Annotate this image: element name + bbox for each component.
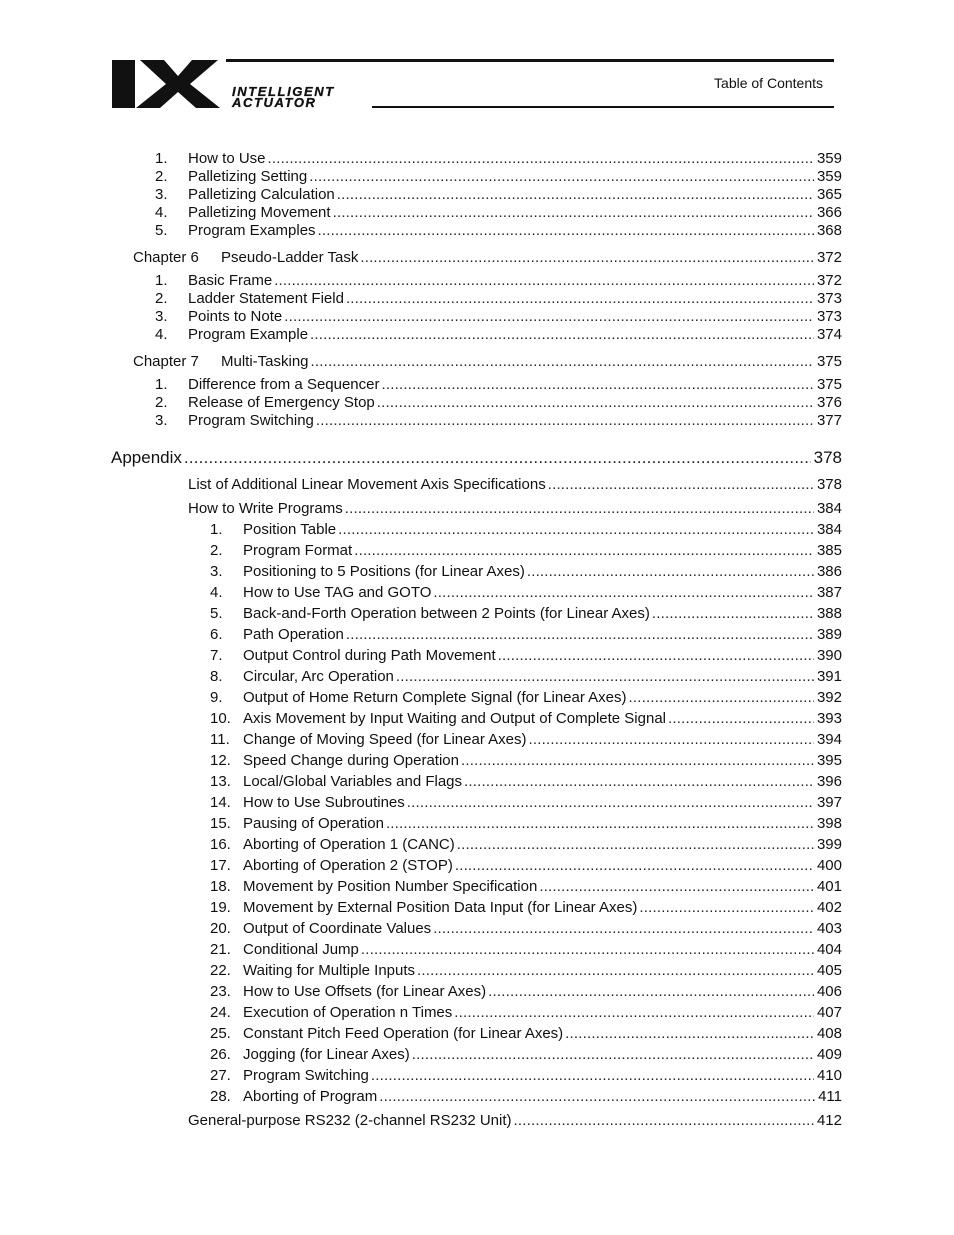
toc-entry-label: Positioning to 5 Positions (for Linear Axes): [243, 563, 525, 580]
toc-entry[interactable]: [155, 412, 842, 430]
toc-entry[interactable]: [210, 983, 842, 1001]
toc-entry-label: Output of Home Return Complete Signal (for Linear Axes): [243, 689, 627, 706]
toc-entry[interactable]: [210, 1004, 842, 1022]
toc-entry-number: 8.: [210, 668, 223, 685]
toc-entry-number: 24.: [210, 1004, 231, 1021]
toc-entry-label: Jogging (for Linear Axes): [243, 1046, 410, 1063]
toc-entry[interactable]: [210, 752, 842, 770]
toc-entry[interactable]: [210, 542, 842, 560]
dot-leader: [539, 878, 814, 896]
toc-entry-label: Appendix: [111, 448, 182, 467]
toc-entry-number: 16.: [210, 836, 231, 853]
toc-entry-page: 393: [816, 710, 842, 727]
toc-entry[interactable]: [210, 962, 842, 980]
toc-entry-page: 405: [816, 962, 842, 979]
toc-entry-number: 1.: [210, 521, 223, 538]
toc-entry-page: 399: [816, 836, 842, 853]
toc-entry[interactable]: [210, 941, 842, 959]
dot-leader: [629, 689, 814, 707]
toc-entry-number: Chapter 7: [133, 353, 199, 370]
page-header: [0, 0, 954, 120]
dot-leader: [318, 222, 814, 240]
toc-entry-page: 378: [813, 448, 842, 467]
header-rule-bottom: [372, 106, 834, 108]
toc-entry[interactable]: [210, 731, 842, 749]
toc-entry-number: 28.: [210, 1088, 231, 1105]
dot-leader: [461, 752, 814, 770]
toc-entry-number: 20.: [210, 920, 231, 937]
toc-entry-number: 12.: [210, 752, 231, 769]
toc-entry-number: 10.: [210, 710, 231, 727]
toc-entry-page: 391: [816, 668, 842, 685]
toc-entry-label: Program Examples: [188, 222, 316, 239]
toc-entry-number: 25.: [210, 1025, 231, 1042]
toc-entry[interactable]: [210, 710, 842, 728]
toc-entry-label: Speed Change during Operation: [243, 752, 459, 769]
header-title: Table of Contents: [714, 75, 823, 91]
toc-entry[interactable]: [155, 272, 842, 290]
toc-entry-number: 2.: [155, 394, 168, 411]
header-rule-top: [226, 59, 834, 62]
toc-entry-page: 385: [816, 542, 842, 559]
dot-leader: [488, 983, 814, 1001]
toc-entry-label: Release of Emergency Stop: [188, 394, 375, 411]
dot-leader: [668, 710, 814, 728]
chapter-entry[interactable]: [133, 353, 842, 371]
toc-entry-number: 6.: [210, 626, 223, 643]
toc-entry[interactable]: [210, 815, 842, 833]
toc-entry-page: 386: [816, 563, 842, 580]
toc-entry-number: 27.: [210, 1067, 231, 1084]
dot-leader: [309, 168, 814, 186]
toc-entry-page: 402: [816, 899, 842, 916]
logo-line-1: INTELLIGENT: [232, 84, 335, 99]
toc-entry-label: Program Switching: [243, 1067, 369, 1084]
toc-entry-number: 26.: [210, 1046, 231, 1063]
toc-entry-label: Waiting for Multiple Inputs: [243, 962, 416, 979]
dot-leader: [386, 815, 814, 833]
toc-entry-label: Pausing of Operation: [243, 815, 384, 832]
toc-entry-page: 409: [816, 1046, 842, 1063]
toc-entry[interactable]: [210, 668, 842, 686]
toc-entry-number: 17.: [210, 857, 231, 874]
toc-entry-number: 13.: [210, 773, 231, 790]
dot-leader: [514, 1112, 814, 1130]
toc-entry-number: 5.: [210, 605, 223, 622]
toc-entry-page: 375: [816, 353, 842, 370]
dot-leader: [464, 773, 814, 791]
toc-entry-label: Program Format: [243, 542, 353, 559]
toc-entry-number: 3.: [210, 563, 223, 580]
dot-leader: [361, 941, 814, 959]
toc-entry-number: 3.: [155, 308, 168, 325]
toc-entry[interactable]: [155, 290, 842, 308]
toc-entry[interactable]: [155, 394, 842, 412]
toc-entry-number: 4.: [155, 204, 168, 221]
toc-entry-number: 19.: [210, 899, 231, 916]
toc-entry[interactable]: [210, 1046, 842, 1064]
toc-entry-label: Palletizing Setting: [188, 168, 308, 185]
dot-leader: [377, 394, 814, 412]
toc-entry-label: Output of Coordinate Values: [243, 920, 432, 937]
toc-entry-label: Back-and-Forth Operation between 2 Points (for Linear Axes): [243, 605, 650, 622]
dot-leader: [345, 500, 814, 518]
toc-entry-page: 373: [816, 308, 842, 325]
dot-leader: [274, 272, 814, 290]
toc-entry[interactable]: [210, 899, 842, 917]
dot-leader: [360, 249, 814, 267]
toc-entry[interactable]: [210, 1088, 842, 1106]
toc-entry[interactable]: [210, 773, 842, 791]
toc-entry-label: Local/Global Variables and Flags: [243, 773, 463, 790]
toc-entry[interactable]: [210, 605, 842, 623]
toc-entry-page: 390: [816, 647, 842, 664]
toc-entry[interactable]: [210, 1025, 842, 1043]
company-logo-text: [232, 86, 392, 110]
toc-entry[interactable]: [210, 857, 842, 875]
toc-entry-page: 394: [816, 731, 842, 748]
toc-entry-number: 4.: [210, 584, 223, 601]
dot-leader: [652, 605, 814, 623]
toc-entry-number: 4.: [155, 326, 168, 343]
toc-entry-number: Chapter 6: [133, 249, 199, 266]
toc-entry-page: 397: [816, 794, 842, 811]
toc-entry[interactable]: [210, 521, 842, 539]
toc-entry-number: 1.: [155, 376, 168, 393]
ix-logo-icon: [112, 58, 224, 110]
toc-entry-number: 1.: [155, 272, 168, 289]
toc-entry-page: 411: [818, 1088, 842, 1105]
toc-entry-page: 403: [816, 920, 842, 937]
toc-entry[interactable]: [210, 920, 842, 938]
toc-entry[interactable]: [155, 222, 842, 240]
dot-leader: [457, 836, 814, 854]
toc-entry[interactable]: [155, 376, 842, 394]
dot-leader: [527, 563, 814, 581]
toc-entry-page: 396: [816, 773, 842, 790]
toc-entry-page: 378: [816, 476, 842, 493]
dot-leader: [548, 476, 814, 494]
toc-entry-label: Points to Note: [188, 308, 283, 325]
toc-entry[interactable]: [155, 308, 842, 326]
toc-entry[interactable]: [210, 836, 842, 854]
dot-leader: [498, 647, 814, 665]
toc-entry-page: 401: [816, 878, 842, 895]
toc-entry[interactable]: [155, 186, 842, 204]
toc-entry-label: Position Table: [243, 521, 337, 538]
toc-entry-number: 7.: [210, 647, 223, 664]
toc-entry-label: Program Switching: [188, 412, 314, 429]
toc-entry-label: Movement by Position Number Specification: [243, 878, 538, 895]
toc-entry-number: 2.: [210, 542, 223, 559]
toc-entry-page: 407: [816, 1004, 842, 1021]
dot-leader: [316, 412, 814, 430]
toc-entry-page: 406: [816, 983, 842, 1000]
toc-entry-page: 404: [816, 941, 842, 958]
logo-line-2: ACTUATOR: [232, 95, 317, 110]
toc-entry-page: 372: [816, 249, 842, 266]
toc-entry-page: 384: [816, 521, 842, 538]
dot-leader: [412, 1046, 814, 1064]
toc-entry-label: Circular, Arc Operation: [243, 668, 394, 685]
dot-leader: [346, 290, 814, 308]
toc-entry-number: 9.: [210, 689, 223, 706]
toc-entry-label: General-purpose RS232 (2-channel RS232 Unit): [188, 1112, 512, 1129]
toc-entry-page: 392: [816, 689, 842, 706]
toc-entry-page: 366: [816, 204, 842, 221]
toc-entry[interactable]: [155, 168, 842, 186]
toc-entry-page: 384: [816, 500, 842, 517]
toc-entry-page: 376: [816, 394, 842, 411]
toc-entry-page: 375: [816, 376, 842, 393]
toc-entry[interactable]: [210, 626, 842, 644]
dot-leader: [455, 857, 814, 875]
toc-entry-page: 377: [816, 412, 842, 429]
toc-entry-label: Pseudo-Ladder Task: [221, 249, 359, 266]
toc-entry[interactable]: [155, 204, 842, 222]
toc-entry-number: 15.: [210, 815, 231, 832]
toc-entry-label: Output Control during Path Movement: [243, 647, 496, 664]
toc-entry-number: 23.: [210, 983, 231, 1000]
toc-entry-label: Conditional Jump: [243, 941, 359, 958]
toc-entry-label: Aborting of Operation 1 (CANC): [243, 836, 455, 853]
dot-leader: [184, 449, 811, 467]
appendix-entry[interactable]: [111, 449, 842, 467]
dot-leader: [454, 1004, 814, 1022]
toc-entry-number: 3.: [155, 412, 168, 429]
dot-leader: [346, 626, 814, 644]
toc-entry-number: 2.: [155, 168, 168, 185]
toc-entry-page: 373: [816, 290, 842, 307]
dot-leader: [407, 794, 814, 812]
dot-leader: [338, 521, 814, 539]
toc-entry[interactable]: [210, 689, 842, 707]
toc-entry-label: How to Use TAG and GOTO: [243, 584, 432, 601]
toc-entry-label: List of Additional Linear Movement Axis Specifications: [188, 476, 546, 493]
toc-entry-label: Palletizing Movement: [188, 204, 331, 221]
toc-entry-label: Basic Frame: [188, 272, 273, 289]
toc-entry[interactable]: [188, 1112, 842, 1130]
toc-entry-number: 14.: [210, 794, 231, 811]
toc-entry-label: Program Example: [188, 326, 309, 343]
dot-leader: [337, 186, 814, 204]
toc-entry[interactable]: [155, 326, 842, 344]
toc-entry-label: How to Use Offsets (for Linear Axes): [243, 983, 487, 1000]
toc-entry-number: 3.: [155, 186, 168, 203]
toc-entry-page: 372: [816, 272, 842, 289]
toc-entry-label: Aborting of Operation 2 (STOP): [243, 857, 453, 874]
toc-entry-page: 408: [816, 1025, 842, 1042]
dot-leader: [311, 353, 814, 371]
toc-entry[interactable]: [210, 878, 842, 896]
dot-leader: [333, 204, 814, 222]
toc-entry-label: Constant Pitch Feed Operation (for Linear Axes): [243, 1025, 564, 1042]
toc-entry-number: 5.: [155, 222, 168, 239]
toc-entry-number: 11.: [210, 731, 230, 748]
toc-entry-page: 395: [816, 752, 842, 769]
toc-entry-number: 18.: [210, 878, 231, 895]
dot-leader: [565, 1025, 814, 1043]
toc-entry-page: 387: [816, 584, 842, 601]
toc-entry-number: 2.: [155, 290, 168, 307]
toc-entry-label: Execution of Operation n Times: [243, 1004, 453, 1021]
dot-leader: [433, 920, 814, 938]
dot-leader: [382, 376, 814, 394]
toc-entry[interactable]: [210, 794, 842, 812]
toc-entry-page: 398: [816, 815, 842, 832]
toc-entry-label: Change of Moving Speed (for Linear Axes): [243, 731, 527, 748]
toc-entry-page: 374: [816, 326, 842, 343]
dot-leader: [417, 962, 814, 980]
dot-leader: [268, 150, 814, 168]
toc-entry-page: 388: [816, 605, 842, 622]
toc-entry-page: 359: [816, 150, 842, 167]
toc-entry-page: 359: [816, 168, 842, 185]
toc-entry[interactable]: [210, 647, 842, 665]
toc-entry-page: 389: [816, 626, 842, 643]
toc-entry-label: Path Operation: [243, 626, 344, 643]
toc-entry-label: Ladder Statement Field: [188, 290, 344, 307]
toc-entry[interactable]: [188, 500, 842, 518]
dot-leader: [529, 731, 814, 749]
toc-entry-number: 1.: [155, 150, 168, 167]
dot-leader: [371, 1067, 814, 1085]
dot-leader: [284, 308, 814, 326]
dot-leader: [396, 668, 814, 686]
toc-entry-label: How to Use Subroutines: [243, 794, 405, 811]
toc-entry-page: 412: [816, 1112, 842, 1129]
toc-entry-number: 21.: [210, 941, 231, 958]
toc-entry-label: Multi-Tasking: [221, 353, 309, 370]
toc-entry[interactable]: [210, 584, 842, 602]
toc-entry-number: 22.: [210, 962, 231, 979]
toc-entry[interactable]: [210, 1067, 842, 1085]
toc-entry[interactable]: [210, 563, 842, 581]
dot-leader: [639, 899, 814, 917]
toc-entry-page: 365: [816, 186, 842, 203]
toc-entry-page: 410: [816, 1067, 842, 1084]
toc-entry-label: Movement by External Position Data Input (for Linear Axes): [243, 899, 638, 916]
toc-entry[interactable]: [188, 476, 842, 494]
chapter-entry[interactable]: [133, 249, 842, 267]
dot-leader: [310, 326, 814, 344]
toc-entry[interactable]: [155, 150, 842, 168]
toc-entry-label: Axis Movement by Input Waiting and Output of Complete Signal: [243, 710, 666, 727]
dot-leader: [354, 542, 814, 560]
toc-entry-page: 368: [816, 222, 842, 239]
toc-entry-page: 400: [816, 857, 842, 874]
toc-entry-label: Palletizing Calculation: [188, 186, 335, 203]
dot-leader: [379, 1088, 815, 1106]
toc-entry-label: Difference from a Sequencer: [188, 376, 380, 393]
toc-entry-label: How to Write Programs: [188, 500, 343, 517]
toc-entry-label: Aborting of Program: [243, 1088, 378, 1105]
toc-entry-label: How to Use: [188, 150, 266, 167]
dot-leader: [433, 584, 814, 602]
